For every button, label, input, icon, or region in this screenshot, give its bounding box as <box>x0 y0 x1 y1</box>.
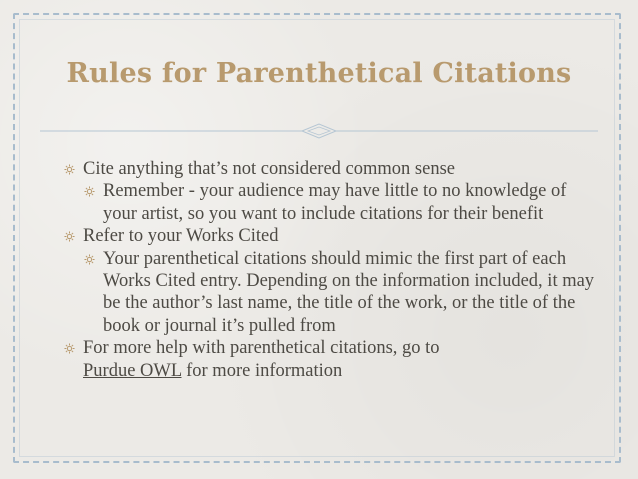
sun-bullet-icon <box>64 164 75 175</box>
bullet-list <box>60 158 600 382</box>
bullet-text: Refer to your Works Cited <box>83 226 279 247</box>
purdue-owl-link[interactable]: Purdue OWL <box>83 360 182 381</box>
slide-title: Rules for Parenthetical Citations <box>66 58 572 89</box>
bullet-text-tail: for more information <box>186 360 343 381</box>
bullet-item-cite <box>60 158 600 180</box>
sun-bullet-icon <box>84 186 95 197</box>
bullet-text: For more help with parenthetical citations, go to <box>83 338 440 359</box>
sun-bullet-icon <box>64 343 75 354</box>
bullet-text: Cite anything that’s not considered common sense <box>83 159 455 179</box>
ornamental-divider-icon <box>40 121 598 141</box>
bullet-item-mimic <box>60 248 600 338</box>
bullet-item-remember <box>60 180 600 225</box>
bullet-item-more-help <box>60 337 600 382</box>
bullet-text: Your parenthetical citations should mimic the first part of each Works Cited entry. Depending on the information included, it may be the author’s last name, the title of the work, or the title of the book or journal it’s pulled from <box>103 248 595 336</box>
sun-bullet-icon <box>84 254 95 265</box>
bullet-text: Remember - your audience may have little to no knowledge of your artist, so you want to include citations for their benefit <box>103 181 567 224</box>
sun-bullet-icon <box>64 231 75 242</box>
bullet-item-works-cited <box>60 225 600 247</box>
